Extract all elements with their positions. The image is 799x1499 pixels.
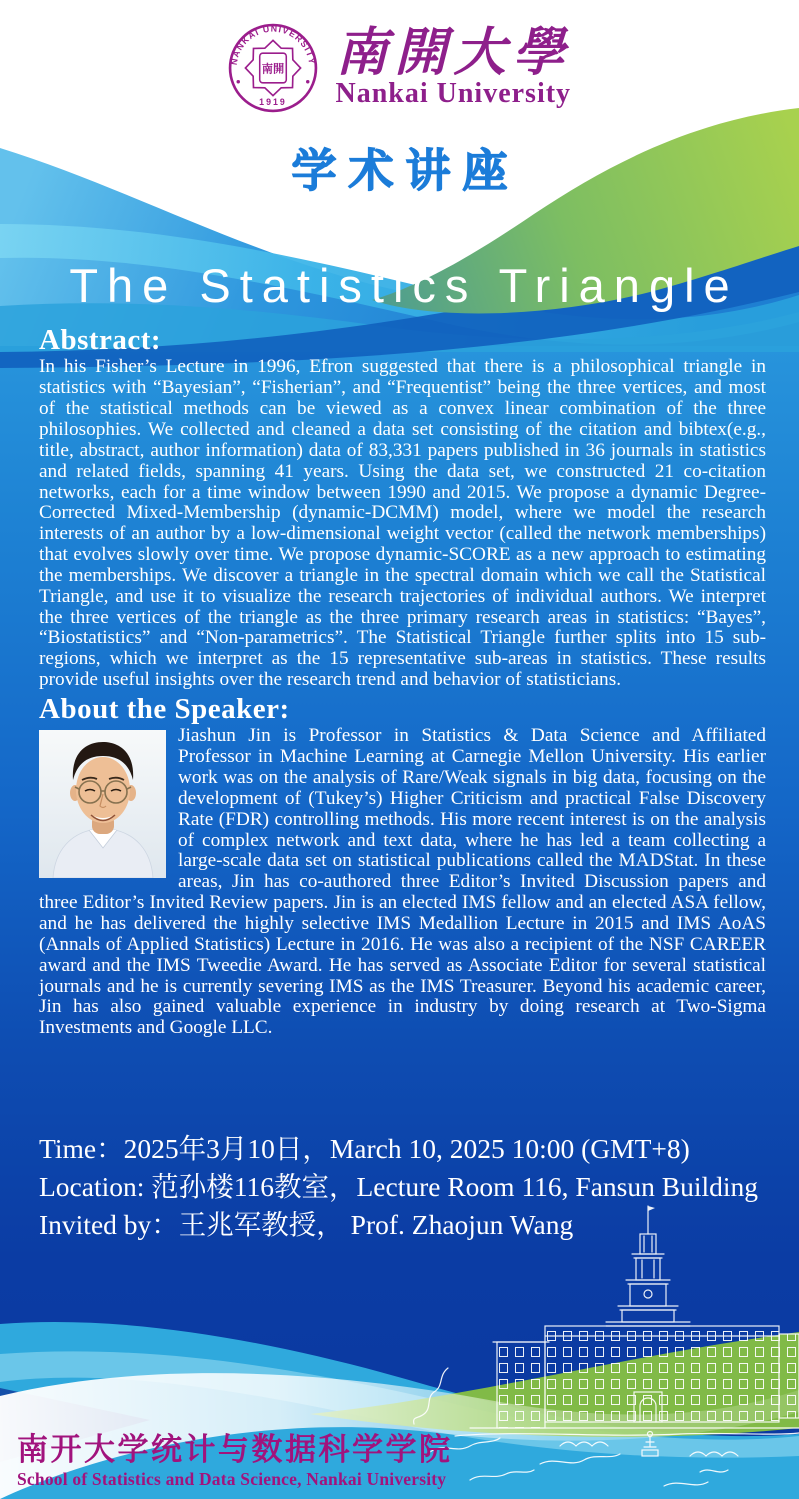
school-name-en: School of Statistics and Data Science, Nankai University <box>17 1469 447 1489</box>
speaker-bio: Jiashun Jin is Professor in Statistics & Data Science and Affiliated Professor in Machine Learning at Carnegie Mellon University. His earlier work was on the analysis of Rare/Weak signals in big data, focusing on the development of (Tukey’s) Higher Criticism and practical False Discovery Rate (FDR) controlling methods. His more recent interest is on the analysis of complex network and text data, where he has led a team collecting a large-scale data set on statistical publications called the MADStat. In these areas, Jin has co-authored three Editor’s Invited Discussion papers and three Editor’s Invited Review papers. Jin is an elected IMS fellow and an elected ASA fellow, and he has delivered the highly selective IMS Medallion Lecture in 2015 and IMS AoAS (Annals of Applied Statistics) Lecture in 2016. He was also a recipient of the NSF CAREER award and the IMS Tweedie Award. He has served as Associate Editor for several statistical journals and he is currently severing IMS as the IMS Treasurer. Beyond his academic career, Jin has also gained valuable experience in industry by doing research at Two-Sigma Investments and Google LLC. <box>39 725 766 1039</box>
invited-value: 王兆军教授， Prof. Zhaojun Wang <box>178 1209 574 1240</box>
detail-invited-by <box>39 1206 773 1244</box>
location-value: 范孙楼116教室，Lecture Room 116, Fansun Building <box>151 1171 759 1202</box>
university-name-calligraphy: 南開大學 <box>335 21 572 83</box>
detail-location <box>39 1168 773 1206</box>
university-logo <box>0 22 799 114</box>
invited-label: Invited by： <box>39 1209 179 1240</box>
abstract-heading: Abstract: <box>39 324 162 356</box>
speaker-block <box>39 726 766 1039</box>
svg-text:NANKAI UNIVERSITY <box>229 24 318 66</box>
event-details <box>39 1130 773 1244</box>
detail-time <box>39 1130 773 1168</box>
seal-ring-text: NANKAI UNIVERSITY <box>229 23 318 66</box>
lecture-title: The Statistics Triangle <box>69 259 739 313</box>
main-content <box>39 325 766 1039</box>
footer <box>17 1434 453 1490</box>
seal-year: 1919 <box>259 96 288 107</box>
school-name-cn: 南开大学统计与数据科学学院 <box>17 1432 453 1467</box>
location-label: Location: <box>39 1171 152 1202</box>
time-value: 2025年3月10日，March 10, 2025 10:00 (GMT+8) <box>123 1133 690 1164</box>
abstract-text: In his Fisher’s Lecture in 1996, Efron suggested that there is a philosophical triangle in statistics with “Bayesian”, “Fisherian”, and “Frequentist” being the three vertices, and most of the statistical methods can be viewed as a convex linear combination of the three philosophies. We collected and cleaned a data set consisting of the citation and bibtex(e.g., title, abstract, author information) data of 83,331 papers published in 36 journals in statistics and related fields, spanning 41 years. Using the data set, we constructed 21 co-citation networks, each for a time window between 1990 and 2015. We propose a dynamic Degree-Corrected Mixed-Membership (dynamic-DCMM) model, where we model the research interests of an author by a low-dimensional weight vector (called the network memberships) that evolves slowly over time. We propose dynamic-SCORE as a new approach to estimating the memberships. We discover a triangle in the spectral domain which we call the Statistical Triangle, and use it to visualize the research trajectories of individual authors. We interpret the three vertices of the triangle as the three primary research areas in statistics: “Bayes”, “Biostatistics” and “Non-parametrics”. The Statistical Triangle further splits into 15 sub- regions, which we interpret as the 15 representative sub-areas in statistics. These results provide useful insights over the research trend and behavior of statisticians. <box>39 356 766 691</box>
time-label: Time： <box>39 1133 124 1164</box>
nankai-seal-icon <box>227 22 319 114</box>
speaker-photo <box>39 730 166 878</box>
lecture-series-title: 学术讲座 <box>291 145 520 196</box>
seal-inner-text: 南開 <box>262 63 285 76</box>
speaker-heading: About the Speaker: <box>39 692 290 725</box>
university-name-en: Nankai University <box>335 78 572 110</box>
